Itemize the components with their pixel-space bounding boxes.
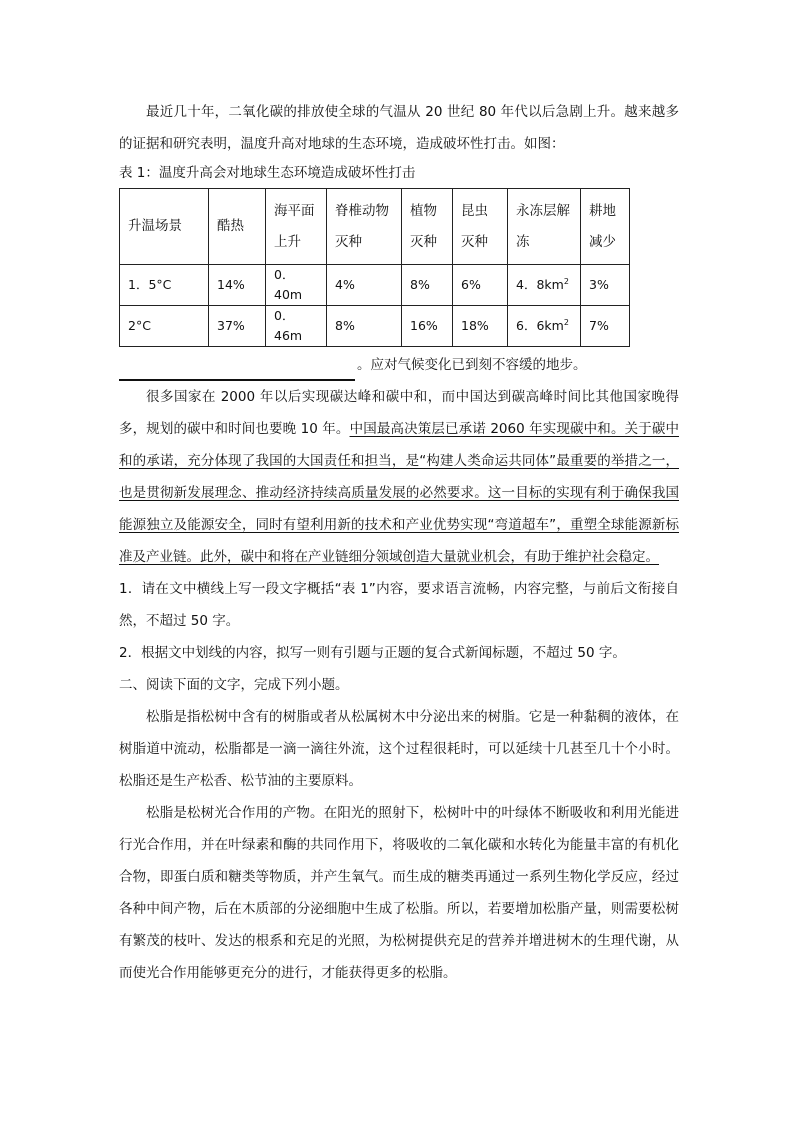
- plain-text: 很多国家在 2000 年以后实现碳达峰和碳中和，而中国达到碳高峰时间比其他国家晚得多，规划的碳中和时间也要晚 10 年。: [119, 389, 679, 437]
- area-value: 4．8km: [516, 277, 564, 292]
- table-cell: 6%: [453, 265, 508, 306]
- table-header-cell: 永冻层解冻: [508, 189, 581, 265]
- table-cell: 14%: [209, 265, 266, 306]
- table-row: [120, 265, 630, 306]
- table-cell: 2°C: [120, 306, 209, 347]
- table-header-cell: 升温场景: [120, 189, 209, 265]
- table-cell: 1．5°C: [120, 265, 209, 306]
- table-cell: 8%: [327, 306, 402, 347]
- table-cell: [508, 306, 581, 347]
- table-cell: 4%: [327, 265, 402, 306]
- table-header-cell: 植物灭种: [402, 189, 453, 265]
- table-row: [120, 306, 630, 347]
- table-header-cell: 海平面上升: [266, 189, 327, 265]
- table-cell: [508, 265, 581, 306]
- intro-paragraph: 最近几十年，二氧化碳的排放使全球的气温从 20 世纪 80 年代以后急剧上升。越来越多的证据和研究表明，温度升高对地球的生态环境，造成破坏性打击。如图：: [119, 104, 679, 152]
- temperature-impact-table: [119, 188, 630, 347]
- table-header-cell: 耕地减少: [581, 189, 630, 265]
- document-page: [119, 96, 679, 989]
- question-2: 2．根据文中划线的内容，拟写一则有引题与正题的复合式新闻标题，不超过 50 字。: [119, 645, 626, 661]
- table-cell: 18%: [453, 306, 508, 347]
- area-superscript: 2: [563, 276, 569, 286]
- after-blank-text: 。应对气候变化已到刻不容缓的地步。: [357, 357, 587, 373]
- question-1: 1．请在文中横线上写一段文字概括“表 1”内容，要求语言流畅，内容完整，与前后文衔接自然，不超过 50 字。: [119, 581, 679, 629]
- table-header-cell: 昆虫灭种: [453, 189, 508, 265]
- table-cell: 8%: [402, 265, 453, 306]
- underlined-text: 中国最高决策层已承诺 2060 年实现碳中和。关于碳中和的承诺，充分体现了我国的大国责任和担当，是“构建人类命运共同体”最重要的举措之一，也是贯彻新发展理念、推动经济持续高质量发展的必然要求。这一目标的实现有利于确保我国能源独立及能源安全，同时有望利用新的技术和产业优势实现“弯道超车”，重塑全球能源新标准及产业链。此外，碳中和将在产业链细分领域创造大量就业机会，有助于维护社会稳定。: [119, 421, 679, 565]
- table-cell: 0．46m: [266, 306, 327, 347]
- section-heading: 二、阅读下面的文字，完成下列小题。: [119, 677, 349, 693]
- table-cell: 7%: [581, 306, 630, 347]
- table-header-cell: 酷热: [209, 189, 266, 265]
- fill-in-blank[interactable]: [119, 359, 355, 381]
- resin-paragraph-1: 松脂是指松树中含有的树脂或者从松属树木中分泌出来的树脂。它是一种黏稠的液体，在树脂道中流动，松脂都是一滴一滴往外流，这个过程很耗时，可以延续十几甚至几十个小时。松脂还是生产松香、松节油的主要原料。: [119, 709, 679, 789]
- table-header-row: [120, 189, 630, 265]
- carbon-neutral-paragraph: [119, 381, 679, 573]
- table-cell: 37%: [209, 306, 266, 347]
- table-caption: 表 1：温度升高会对地球生态环境造成破坏性打击: [119, 165, 416, 181]
- table-cell: 3%: [581, 265, 630, 306]
- area-value: 6．6km: [516, 318, 564, 333]
- table-header-cell: 脊椎动物灭种: [327, 189, 402, 265]
- resin-paragraph-2: 松脂是松树光合作用的产物。在阳光的照射下，松树叶中的叶绿体不断吸收和利用光能进行光合作用，并在叶绿素和酶的共同作用下，将吸收的二氧化碳和水转化为能量丰富的有机化合物，即蛋白质和糖类等物质，并产生氧气。而生成的糖类再通过一系列生物化学反应，经过各种中间产物，后在木质部的分泌细胞中生成了松脂。所以，若要增加松脂产量，则需要松树有繁茂的枝叶、发达的根系和充足的光照，为松树提供充足的营养并增进树木的生理代谢，从而使光合作用能够更充分的进行，才能获得更多的松脂。: [119, 805, 679, 981]
- blank-answer-line: [119, 349, 679, 381]
- table-cell: 16%: [402, 306, 453, 347]
- area-superscript: 2: [563, 317, 569, 327]
- table-cell: 0．40m: [266, 265, 327, 306]
